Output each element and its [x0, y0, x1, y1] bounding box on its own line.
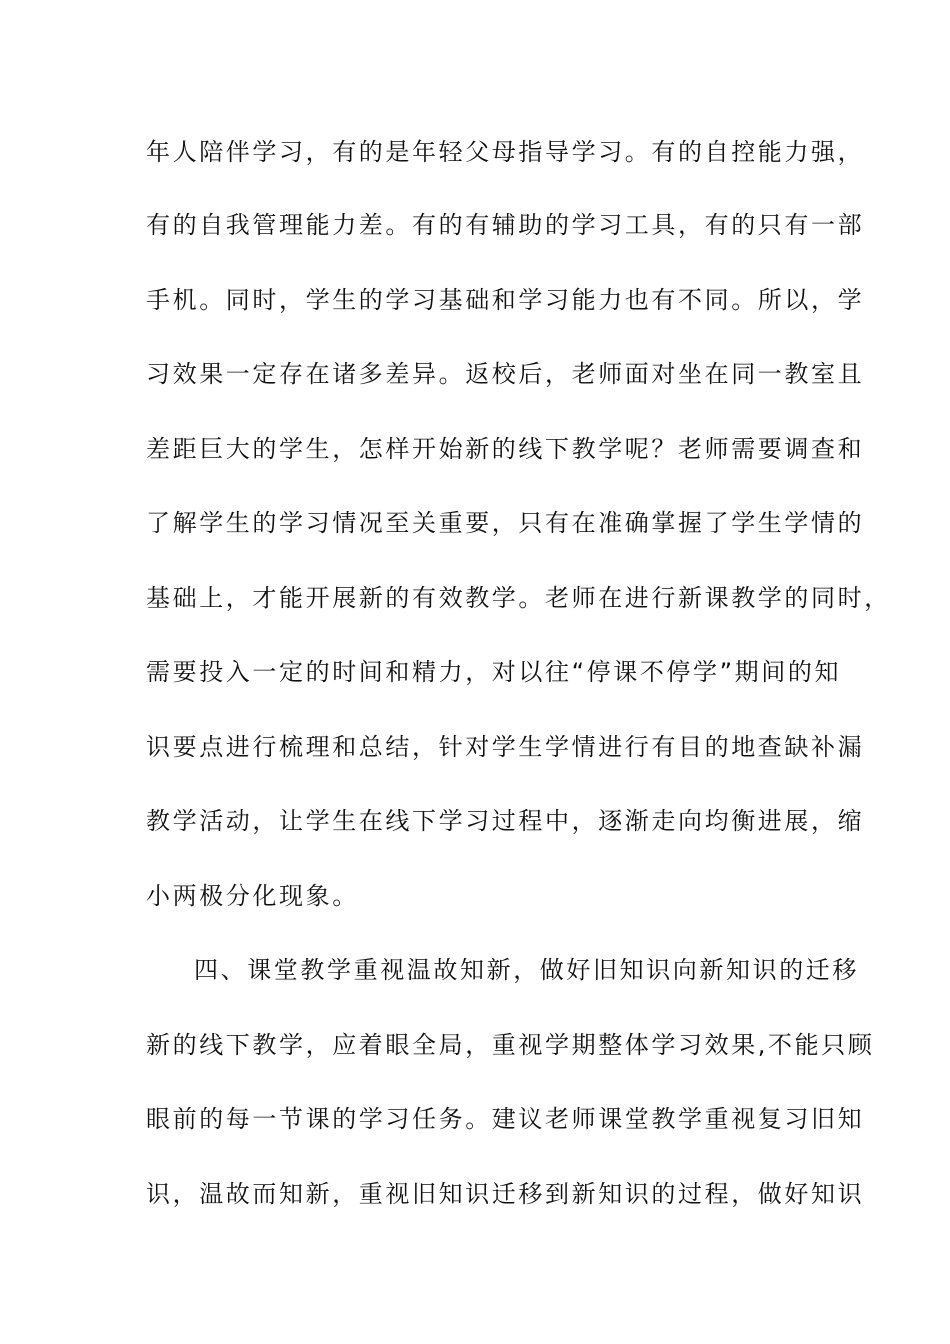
text-line: 手机。同时，学生的学习基础和学习能力也有不同。所以，学 [146, 286, 865, 314]
text-line: 眼前的每一节课的学习任务。建议老师课堂教学重视复习旧知 [146, 1105, 865, 1133]
text-line: 新的线下教学，应着眼全局，重视学期整体学习效果,不能只顾 [146, 1031, 875, 1059]
text-line: 小两极分化现象。 [146, 882, 359, 910]
text-line: 识要点进行梳理和总结，针对学生学情进行有目的地查缺补漏 [146, 733, 865, 761]
text-line: 有的自我管理能力差。有的有辅助的学习工具，有的只有一部 [146, 211, 865, 239]
text-line: 习效果一定存在诸多差异。返校后，老师面对坐在同一教室且 [146, 360, 865, 388]
text-line: 基础上，才能开展新的有效教学。老师在进行新课教学的同时， [146, 584, 891, 612]
text-line: 教学活动，让学生在线下学习过程中，逐渐走向均衡进展，缩 [146, 807, 865, 835]
text-line: 识，温故而知新，重视旧知识迁移到新知识的过程，做好知识 [146, 1180, 865, 1208]
text-line: 差距巨大的学生，怎样开始新的线下教学呢？老师需要调查和 [146, 435, 865, 463]
text-line: 年人陪伴学习，有的是年轻父母指导学习。有的自控能力强， [146, 138, 865, 166]
text-line: 需要投入一定的时间和精力，对以往“停课不停学”期间的知 [146, 658, 842, 686]
text-line: 了解学生的学习情况至关重要，只有在准确掌握了学生学情的 [146, 509, 865, 537]
section-heading: 四、课堂教学重视温故知新，做好旧知识向新知识的迁移 [194, 956, 859, 984]
